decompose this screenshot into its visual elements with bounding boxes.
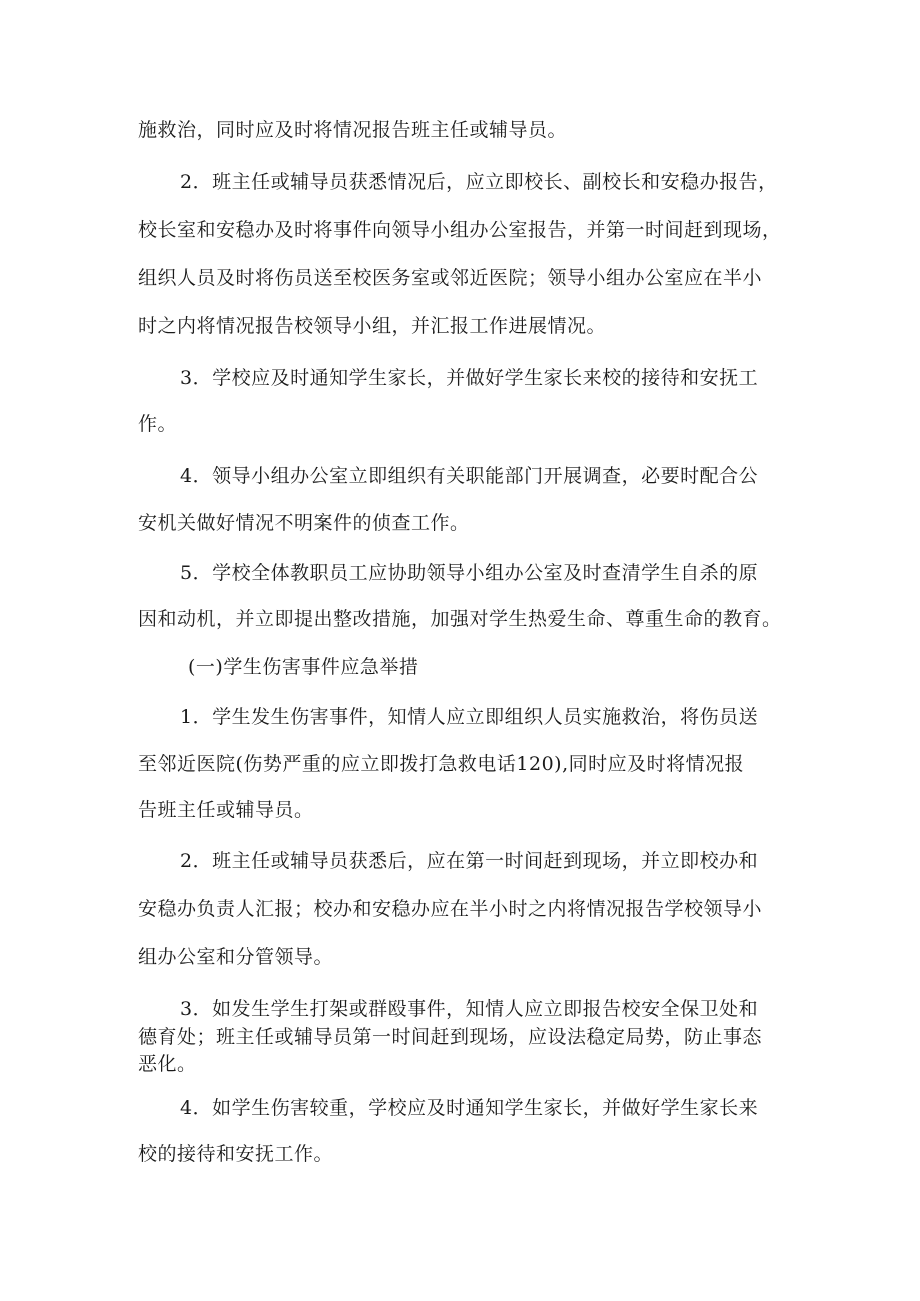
text-line: 1．学生发生伤害事件，知情人应立即组织人员实施救治，将伤员送 — [180, 706, 759, 728]
text-line: 因和动机，并立即提出整改措施，加强对学生热爱生命、尊重生命的教育。 — [138, 608, 782, 630]
text-line: 告班主任或辅导员。 — [138, 799, 314, 821]
text-line: 校长室和安稳办及时将事件向领导小组办公室报告，并第一时间赶到现场， — [138, 219, 782, 241]
text-line: 德育处；班主任或辅导员第一时间赶到现场，应设法稳定局势，防止事态 — [138, 1026, 763, 1048]
text-line: 5．学校全体教职员工应协助领导小组办公室及时查清学生自杀的原 — [180, 562, 759, 584]
text-line: 2．班主任或辅导员获悉后，应在第一时间赶到现场，并立即校办和 — [180, 850, 759, 872]
text-line: 4．如学生伤害较重，学校应及时通知学生家长，并做好学生家长来 — [180, 1097, 759, 1119]
text-line: 3．学校应及时通知学生家长，并做好学生家长来校的接待和安抚工 — [180, 367, 759, 389]
text-line: 时之内将情况报告校领导小组，并汇报工作进展情况。 — [138, 315, 607, 337]
text-line: 施救治，同时应及时将情况报告班主任或辅导员。 — [138, 119, 568, 141]
text-line: 安稳办负责人汇报；校办和安稳办应在半小时之内将情况报告学校领导小 — [138, 898, 763, 920]
text-line: 4．领导小组办公室立即组织有关职能部门开展调查，必要时配合公 — [180, 465, 759, 487]
text-line: 作。 — [138, 413, 178, 435]
text-line: 至邻近医院(伤势严重的应立即拨打急救电话120),同时应及时将情况报 — [138, 753, 745, 775]
text-line: 2．班主任或辅导员获悉情况后，应立即校长、副校长和安稳办报告， — [180, 171, 778, 193]
text-line: 组办公室和分管领导。 — [138, 946, 334, 968]
text-line: 校的接待和安抚工作。 — [138, 1143, 334, 1165]
text-line: 3．如发生学生打架或群殴事件，知情人应立即报告校安全保卫处和 — [180, 998, 759, 1020]
section-heading: (一)学生伤害事件应急举措 — [188, 656, 419, 678]
text-line: 组织人员及时将伤员送至校医务室或邻近医院；领导小组办公室应在半小 — [138, 267, 763, 289]
text-line: 安机关做好情况不明案件的侦查工作。 — [138, 512, 470, 534]
text-line: 恶化。 — [138, 1053, 197, 1075]
